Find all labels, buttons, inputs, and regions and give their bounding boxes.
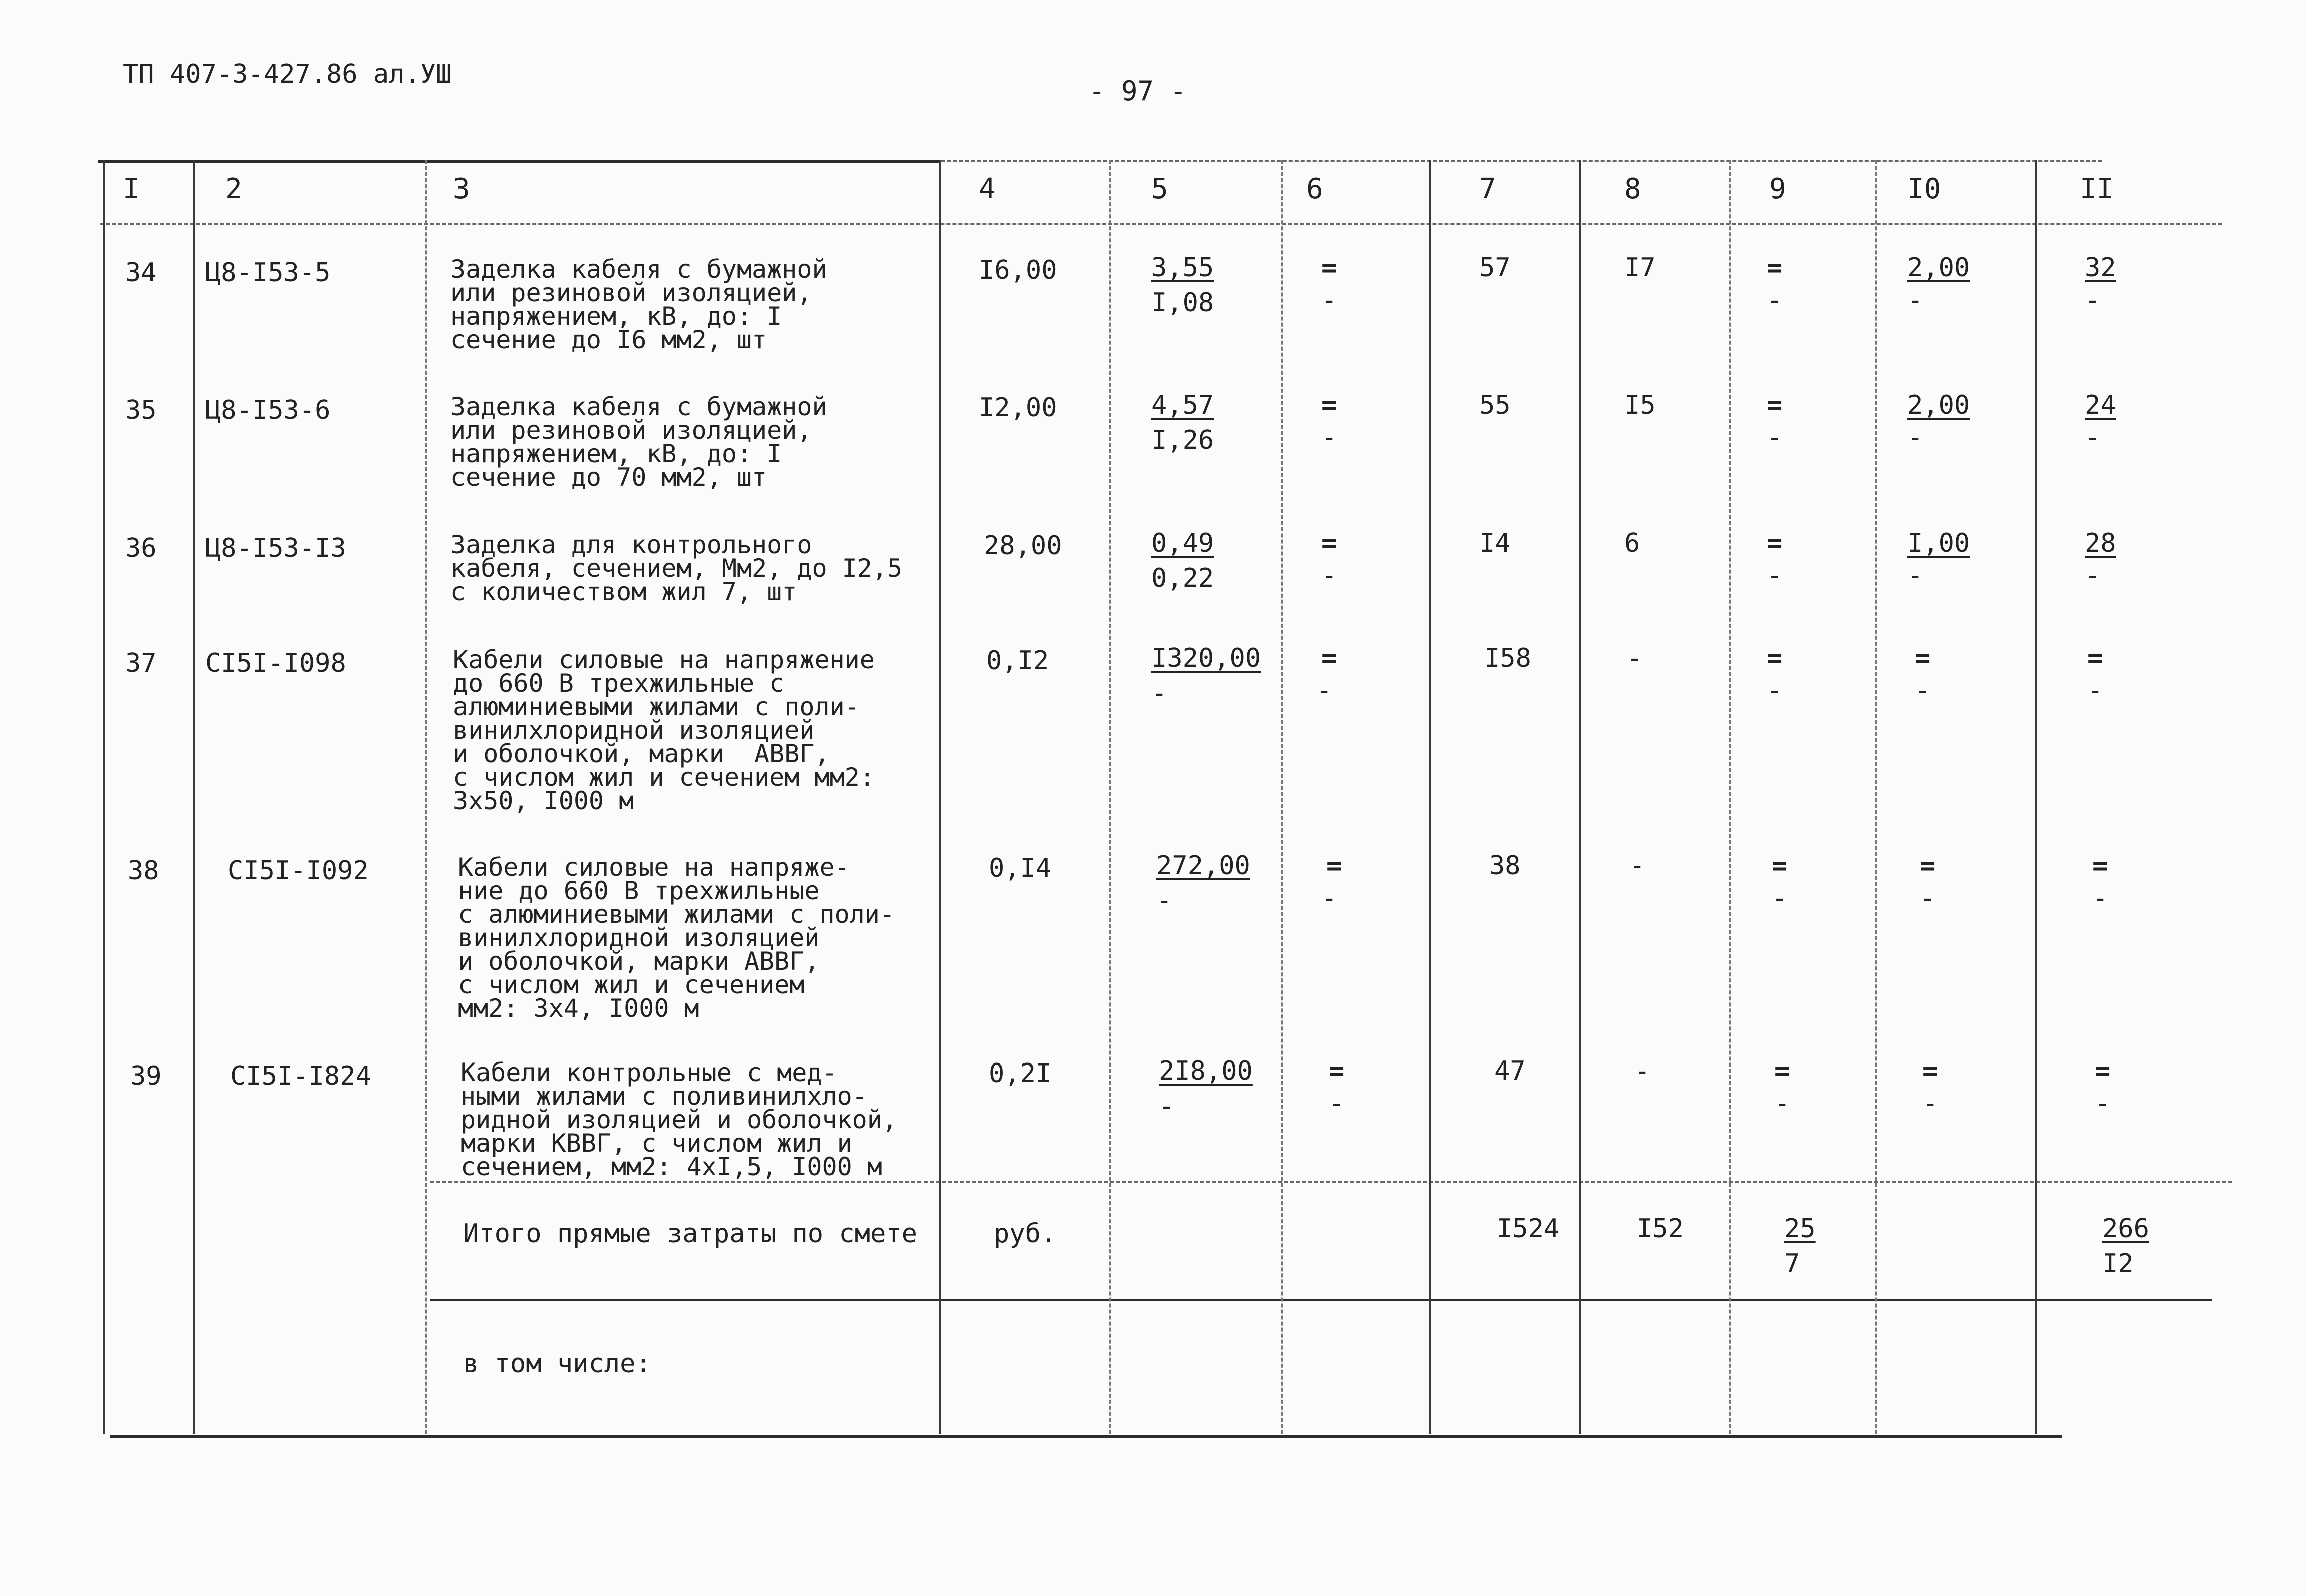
row-col5-bottom: -: [1159, 1091, 1175, 1121]
row-col10-bottom: -: [1922, 1089, 1938, 1119]
col-border-5: [1109, 160, 1111, 1434]
row-col9-top: =: [1767, 528, 1783, 558]
row-col6-bottom: -: [1321, 285, 1337, 315]
col-border-7: [1429, 160, 1431, 1434]
row-quantity: 0,I4: [989, 853, 1052, 883]
row-quantity: I2,00: [979, 393, 1057, 423]
table-top-rule-dashed: [941, 160, 2102, 162]
header-col-5: 5: [1151, 173, 1168, 205]
total-unit: руб.: [994, 1219, 1057, 1249]
total-col7: I524: [1497, 1214, 1560, 1244]
row-col5-top: 0,49: [1151, 528, 1214, 558]
total-col9-bottom: 7: [1784, 1249, 1800, 1279]
row-number: 35: [125, 395, 157, 425]
row-col10-bottom: -: [1907, 423, 1923, 453]
col-border-3: [425, 160, 427, 1434]
row-col9-top: =: [1767, 390, 1783, 420]
row-col10-top: 2,00: [1907, 253, 1970, 283]
row-col6-bottom: -: [1329, 1089, 1345, 1119]
row-col11-bottom: -: [2085, 285, 2101, 315]
row-col8: I7: [1624, 253, 1656, 283]
row-col11-bottom: -: [2085, 423, 2101, 453]
table-bottom-rule: [110, 1435, 2062, 1438]
row-col10-bottom: -: [1907, 561, 1923, 591]
row-col11-bottom: -: [2095, 1089, 2111, 1119]
row-description: Кабели силовые на напряже- ние до 660 В трехжильные с алюминиевыми жилами с поли- винилхлоридной изоляцией и оболочкой, марки АВВГ, с числом жил и сечением мм2: 3х4, I000 м: [458, 853, 895, 1023]
row-code: CI5I-I092: [228, 856, 369, 886]
row-number: 37: [125, 648, 157, 678]
row-col9-bottom: -: [1767, 423, 1783, 453]
header-col-11: II: [2080, 173, 2114, 205]
row-col5-top: 2I8,00: [1159, 1056, 1253, 1086]
row-col5-bottom: I,26: [1151, 425, 1214, 455]
row-col5-bottom: I,08: [1151, 288, 1214, 318]
header-col-9: 9: [1769, 173, 1786, 205]
col-border-9: [1729, 160, 1731, 1434]
row-col9-bottom: -: [1767, 676, 1783, 706]
row-col6-top: =: [1321, 253, 1337, 283]
row-col6-bottom: -: [1316, 676, 1332, 706]
row-col10-top: =: [1922, 1056, 1938, 1086]
row-col11-top: 28: [2085, 528, 2116, 558]
row-col9-top: =: [1774, 1056, 1790, 1086]
row-col6-bottom: -: [1321, 883, 1337, 913]
row-col11-top: =: [2095, 1056, 2111, 1086]
total-col8: I52: [1637, 1214, 1684, 1244]
row-col10-top: =: [1915, 643, 1931, 673]
header-bottom-rule: [100, 223, 2222, 225]
row-col9-bottom: -: [1767, 561, 1783, 591]
row-col11-top: 24: [2085, 390, 2116, 420]
row-number: 34: [125, 258, 157, 288]
total-col9-top: 25: [1784, 1214, 1816, 1244]
total-bottom-rule: [430, 1299, 2212, 1301]
row-col8: -: [1634, 1056, 1650, 1086]
row-col11-top: 32: [2085, 253, 2116, 283]
header-col-3: 3: [453, 173, 470, 205]
row-col10-top: 2,00: [1907, 390, 1970, 420]
header-col-6: 6: [1306, 173, 1323, 205]
row-col11-bottom: -: [2087, 676, 2103, 706]
row-col8: I5: [1624, 390, 1656, 420]
row-code: Ц8-I53-I3: [205, 533, 346, 563]
row-col6-top: =: [1321, 390, 1337, 420]
row-quantity: I6,00: [979, 255, 1057, 285]
row-col6-top: =: [1321, 528, 1337, 558]
row-col10-bottom: -: [1907, 285, 1923, 315]
row-quantity: 28,00: [984, 530, 1062, 561]
row-col7: I58: [1484, 643, 1531, 673]
row-col11-bottom: -: [2085, 561, 2101, 591]
row-code: Ц8-I53-6: [205, 395, 331, 425]
row-col7: 38: [1489, 851, 1521, 881]
col-border-4: [939, 160, 941, 1434]
row-col9-bottom: -: [1774, 1089, 1790, 1119]
row-col5-bottom: 0,22: [1151, 563, 1214, 593]
row-description: Кабели силовые на напряжение до 660 В трехжильные с алюминиевыми жилами с поли- винилхлоридной изоляцией и оболочкой, марки АВВГ, с числом жил и сечением мм2: 3х50, I000 м: [453, 645, 875, 815]
row-col8: -: [1629, 851, 1645, 881]
row-col6-bottom: -: [1321, 561, 1337, 591]
row-col8: -: [1627, 643, 1643, 673]
col-border-2: [193, 160, 195, 1434]
row-col5-top: 4,57: [1151, 390, 1214, 420]
row-number: 39: [130, 1061, 162, 1091]
row-col5-bottom: -: [1156, 886, 1172, 916]
row-col9-top: =: [1772, 851, 1788, 881]
row-description: Кабели контрольные с мед- ными жилами с поливинилхло- ридной изоляцией и оболочкой, марки КВВГ, с числом жил и сечением, мм2: 4хI,5, I000 м: [460, 1058, 897, 1181]
row-col10-bottom: -: [1920, 883, 1936, 913]
row-col10-top: =: [1920, 851, 1936, 881]
row-description: Заделка кабеля с бумажной или резиновой изоляцией, напряжением, кВ, до: I сечение до I6 мм2, шт: [450, 255, 827, 354]
row-col11-bottom: -: [2092, 883, 2108, 913]
row-col5-top: 3,55: [1151, 253, 1214, 283]
row-quantity: 0,2I: [989, 1058, 1052, 1089]
including-label: в том числе:: [463, 1349, 651, 1379]
row-col6-top: =: [1321, 643, 1337, 673]
row-col9-bottom: -: [1772, 883, 1788, 913]
row-col5-top: 272,00: [1156, 851, 1250, 881]
total-col11-top: 266: [2102, 1214, 2149, 1244]
row-col11-top: =: [2092, 851, 2108, 881]
row-quantity: 0,I2: [986, 646, 1049, 676]
table-top-rule: [98, 160, 941, 163]
header-col-1: I: [123, 173, 140, 205]
row-col7: 55: [1479, 390, 1511, 420]
row-col6-bottom: -: [1321, 423, 1337, 453]
row-code: Ц8-I53-5: [205, 258, 331, 288]
row-col5-top: I320,00: [1151, 643, 1261, 673]
header-col-10: I0: [1907, 173, 1941, 205]
header-col-8: 8: [1624, 173, 1641, 205]
total-label: Итого прямые затраты по смете: [463, 1219, 917, 1249]
header-col-7: 7: [1479, 173, 1496, 205]
row-col10-top: I,00: [1907, 528, 1970, 558]
col-border-8: [1579, 160, 1581, 1434]
row-col11-top: =: [2087, 643, 2103, 673]
row-description: Заделка кабеля с бумажной или резиновой изоляцией, напряжением, кВ, до: I сечение до 70 мм2, шт: [450, 392, 827, 492]
total-col11-bottom: I2: [2102, 1249, 2134, 1279]
row-description: Заделка для контрольного кабеля, сечением, Мм2, до I2,5 с количеством жил 7, шт: [450, 530, 903, 606]
document-code: ТП 407-3-427.86 ал.УШ: [123, 59, 452, 89]
row-col7: I4: [1479, 528, 1511, 558]
col-border-11: [2035, 160, 2037, 1434]
row-col8: 6: [1624, 528, 1640, 558]
row-col7: 57: [1479, 253, 1511, 283]
row-col10-bottom: -: [1915, 676, 1931, 706]
header-col-4: 4: [979, 173, 996, 205]
row-col6-top: =: [1326, 851, 1342, 881]
col-border-10: [1875, 160, 1877, 1434]
row-col9-bottom: -: [1767, 285, 1783, 315]
col-border-1: [103, 160, 105, 1434]
row-col9-top: =: [1767, 643, 1783, 673]
header-col-2: 2: [225, 173, 242, 205]
row-code: CI5I-I098: [205, 648, 346, 678]
row-col7: 47: [1494, 1056, 1526, 1086]
row-code: CI5I-I824: [230, 1061, 371, 1091]
row-number: 38: [128, 856, 159, 886]
col-border-6: [1281, 160, 1283, 1434]
rows-bottom-rule: [430, 1181, 2232, 1183]
row-number: 36: [125, 533, 157, 563]
row-col9-top: =: [1767, 253, 1783, 283]
page-number: - 97 -: [1089, 75, 1187, 107]
row-col6-top: =: [1329, 1056, 1345, 1086]
row-col5-bottom: -: [1151, 678, 1167, 708]
